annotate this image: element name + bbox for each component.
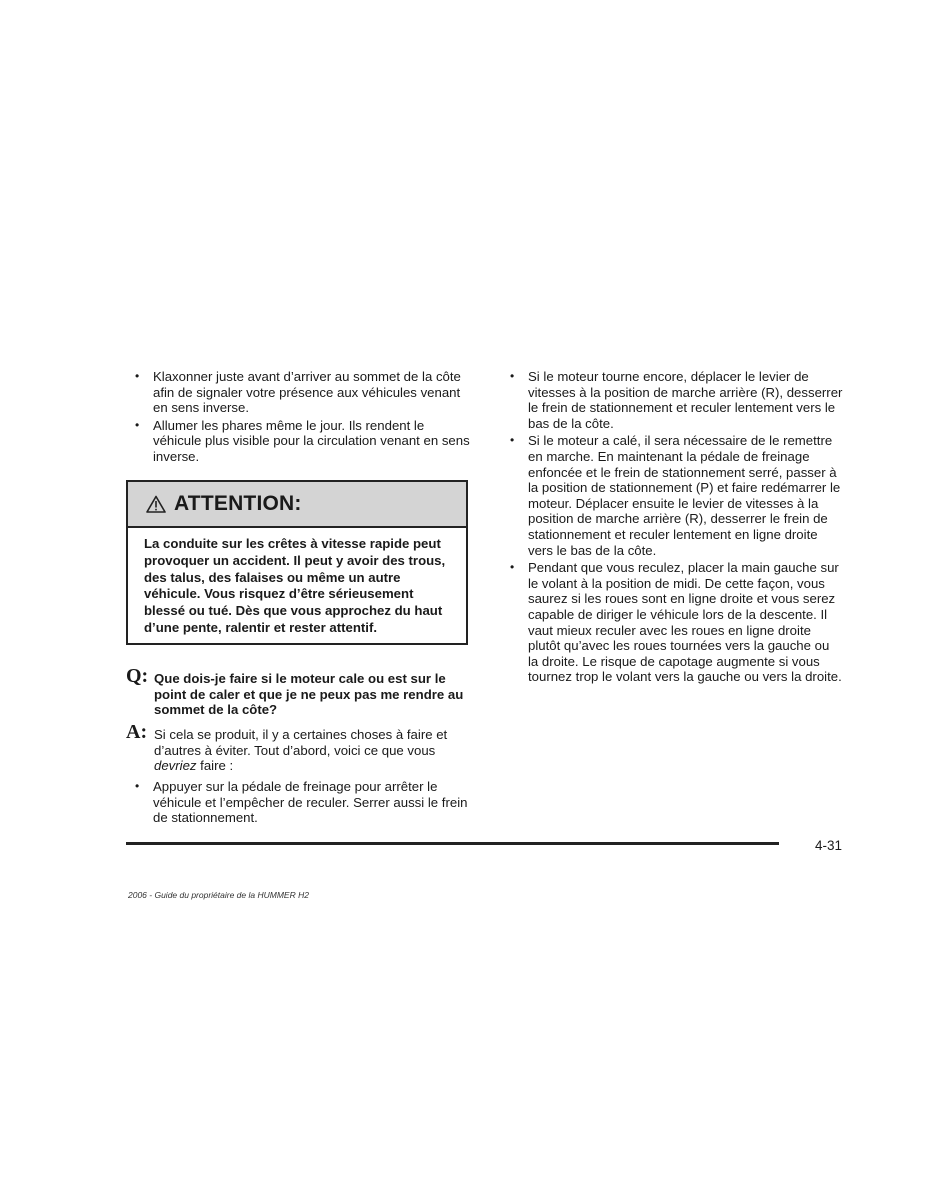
bullet-text: Appuyer sur la pédale de freinage pour arrêter le véhicule et l’empêcher de reculer. Serrer aussi le frein de stationnement. [153, 779, 468, 826]
attention-title: ATTENTION: [174, 492, 302, 515]
a-mark: A: [126, 721, 148, 743]
answer-start: Si cela se produit, il y a certaines choses à faire et d’autres à éviter. Tout d’abord, voici ce que vous [154, 727, 448, 758]
question-block [126, 665, 476, 718]
attention-header [128, 482, 466, 528]
list-item [128, 779, 473, 826]
answer-emphasis: devriez [154, 758, 197, 774]
list-item [128, 418, 473, 465]
answer-end: faire : [196, 758, 234, 774]
footer-rule [126, 842, 779, 845]
right-column [503, 369, 843, 687]
left-bullet-list [128, 369, 473, 465]
left-column [128, 369, 473, 467]
bullet-text: Pendant que vous reculez, placer la main gauche sur le volant à la position de midi. De cette façon, vous saurez si les roues sont en ligne droite et vous serez capable de diriger le véhicule lors de la descente. Il vaut mieux reculer avec les roues en ligne droite plutôt qu’avec les roues tournées vers la gauche ou la droite. Le risque de capotage augmente si vous tournez trop le volant vers la gauche ou vers la droite. [528, 560, 842, 685]
answer-text [154, 727, 476, 774]
answer-block [126, 721, 476, 774]
bullet-text: Si le moteur a calé, il sera nécessaire de le remettre en marche. En maintenant la pédale de freinage enfoncée et le frein de stationnement serré, passer à la position de stationnement (P) et faire redémarrer le moteur. Déplacer ensuite le levier de vitesses à la position de marche arrière (R), desserrer le frein de stationnement et reculer lentement en ligne droite vers le bas de la côte. [528, 433, 841, 558]
page-number: 4-31 [815, 838, 843, 853]
answer-bullet-list [128, 779, 473, 826]
bullet-glyph: • [135, 779, 140, 793]
bullet-text: Allumer les phares même le jour. Ils rendent le véhicule plus visible pour la circulation venant en sens inverse. [153, 417, 470, 464]
attention-box [126, 480, 468, 645]
bullet-text: Klaxonner juste avant d’arriver au sommet de la côte afin de signaler votre présence aux véhicules venant en sens inverse. [153, 369, 461, 416]
list-item [503, 560, 843, 685]
bullet-glyph: • [510, 433, 515, 448]
question-text: Que dois-je faire si le moteur cale ou est sur le point de caler et que je ne peux pas me rendre au sommet de la côte? [154, 671, 464, 718]
list-item [503, 433, 843, 558]
bullet-glyph: • [135, 369, 140, 383]
bullet-glyph: • [510, 369, 515, 383]
q-mark: Q: [126, 665, 149, 687]
attention-body: La conduite sur les crêtes à vitesse rapide peut provoquer un accident. Il peut y avoir des trous, des talus, des falaises ou même un autre véhicule. Vous risquez d’être sérieusement blessé ou tué. Dès que vous approchez du haut d’une pente, ralentir et rester attentif. [144, 536, 446, 635]
bullet-text: Si le moteur tourne encore, déplacer le levier de vitesses à la position de marche arrière (R), desserrer le frein de stationnement et reculer lentement vers le bas de la côte. [528, 369, 843, 431]
bullet-glyph: • [135, 417, 140, 432]
list-item [503, 369, 843, 431]
warning-triangle-icon [146, 495, 166, 513]
answer-bullets [128, 779, 473, 828]
bullet-glyph: • [510, 560, 515, 575]
list-item [128, 369, 473, 416]
footer-text: 2006 - Guide du propriétaire de la HUMMER H2 [128, 890, 309, 900]
right-bullet-list [503, 369, 843, 685]
